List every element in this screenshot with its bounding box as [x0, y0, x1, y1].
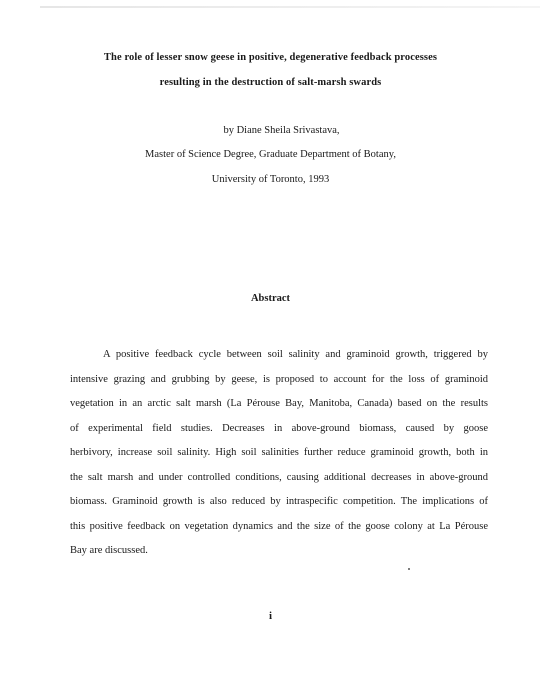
abstract-line: intensive grazing and grubbing by geese, is proposed to account for the loss of graminoid: [70, 373, 488, 385]
thesis-title-line-1: The role of lesser snow geese in positive, degenerative feedback processes: [103, 52, 438, 63]
abstract-line: of experimental field studies. Decreases in above-ground biomass, caused by goose: [70, 422, 488, 434]
scan-edge: [40, 6, 540, 8]
degree-line: Master of Science Degree, Graduate Department of Botany,: [145, 149, 396, 160]
abstract-line: A positive feedback cycle between soil salinity and graminoid growth, triggered by: [103, 349, 488, 360]
abstract-line: the salt marsh and under controlled conditions, causing additional decreases in above-ground: [70, 471, 488, 483]
thesis-title-line-2: resulting in the destruction of salt-marsh swards: [159, 77, 382, 88]
abstract-heading: Abstract: [250, 293, 291, 304]
abstract-line: Bay are discussed.: [70, 545, 148, 556]
scan-speck: [408, 568, 410, 570]
institution-line: University of Toronto, 1993: [211, 174, 330, 185]
abstract-line: biomass. Graminoid growth is also reduced by intraspecific competition. The implications of: [70, 496, 488, 507]
abstract-line: vegetation in an arctic salt marsh (La Pérouse Bay, Manitoba, Canada) based on the results: [70, 398, 488, 409]
abstract-line: this positive feedback on vegetation dynamics and the size of the goose colony at La Pérouse: [70, 520, 488, 532]
page-number: i: [268, 610, 273, 622]
abstract-body: [70, 343, 488, 564]
abstract-line: herbivory, increase soil salinity. High soil salinities further reduce graminoid growth, both in: [70, 447, 488, 458]
author-byline: by Diane Sheila Srivastava,: [223, 125, 340, 136]
